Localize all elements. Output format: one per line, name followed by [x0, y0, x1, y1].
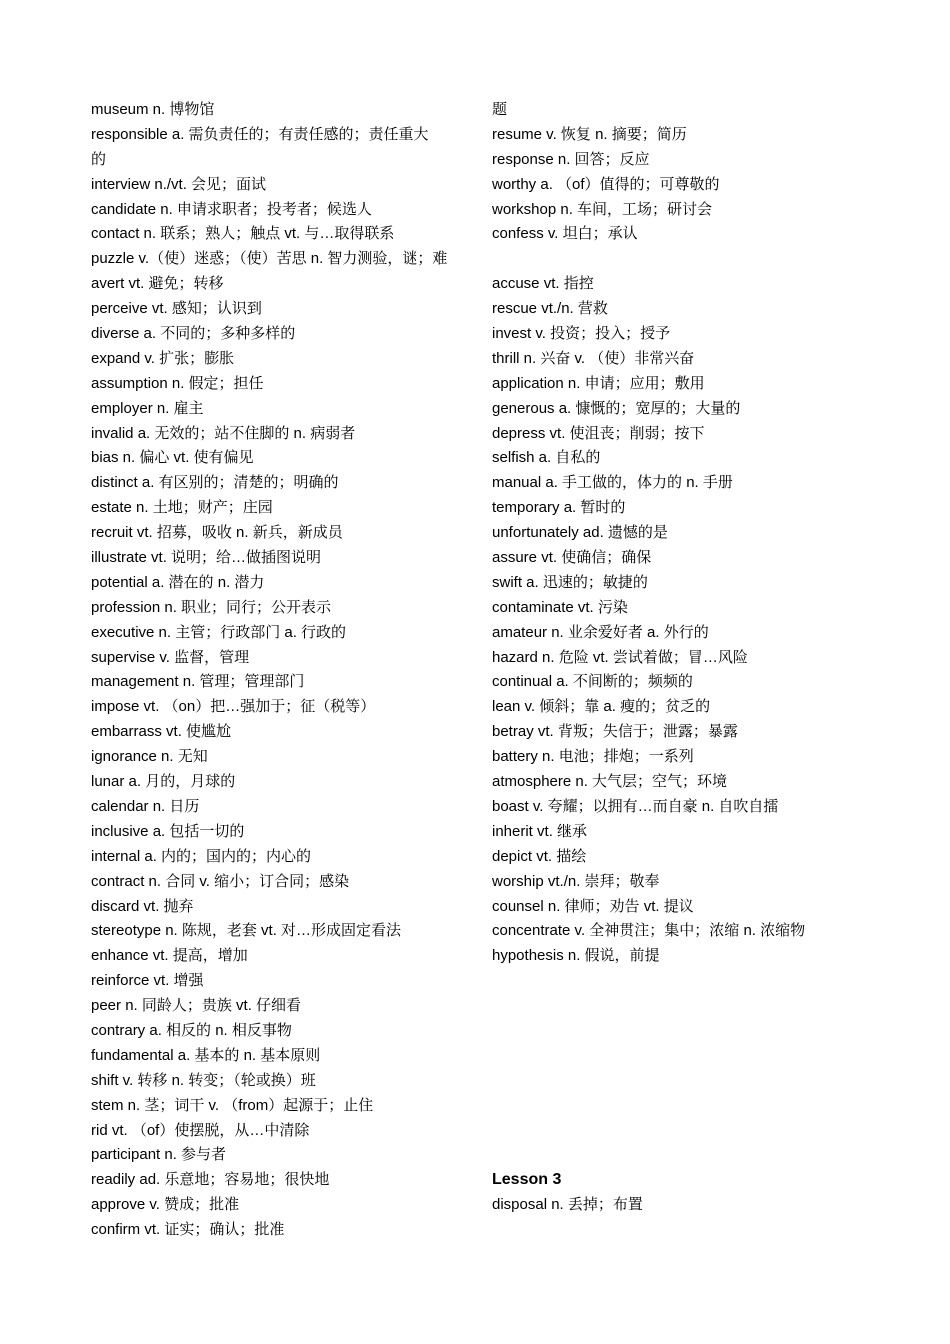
vocab-entry: swift a. 迅速的；敏捷的	[492, 573, 648, 591]
vocab-entry: executive n. 主管；行政部门 a. 行政的	[91, 623, 347, 641]
vocab-entry: worthy a. （of）值得的；可尊敬的	[492, 175, 720, 193]
vocab-entry: inherit vt. 继承	[492, 822, 588, 840]
blank-line	[492, 247, 872, 272]
vocab-entry: bias n. 偏心 vt. 使有偏见	[91, 449, 254, 467]
vocab-entry: distinct a. 有区别的；清楚的；明确的	[91, 474, 339, 492]
vocab-entry: workshop n. 车间，工场；研讨会	[492, 200, 713, 218]
vocab-entry: application n. 申请；应用；敷用	[492, 374, 705, 392]
section-gap	[492, 969, 872, 1168]
vocab-entry: betray vt. 背叛；失信于；泄露；暴露	[492, 723, 738, 741]
vocab-entry: museum n. 博物馆	[91, 101, 215, 118]
vocab-entry: selfish a. 自私的	[492, 449, 601, 467]
vocab-entry: contact n. 联系；熟人；触点 vt. 与…取得联系	[91, 225, 395, 243]
vocab-entry: accuse vt. 指控	[492, 275, 594, 293]
vocab-entry: discard vt. 抛弃	[91, 897, 194, 915]
vocab-entry: expand v. 扩张；膨胀	[91, 349, 235, 367]
vocab-entry: illustrate vt. 说明；给…做插图说明	[91, 549, 322, 567]
vocab-entry: rescue vt./n. 营救	[492, 300, 608, 318]
lesson-entries	[492, 1193, 872, 1218]
vocab-entry: continual a. 不间断的；频频的	[492, 673, 693, 691]
vocab-entry: enhance vt. 提高，增加	[91, 947, 248, 965]
vocab-entry: employer n. 雇主	[91, 399, 204, 417]
vocab-entry: impose vt. （on）把…强加于；征（税等）	[91, 698, 376, 716]
vocab-entry: inclusive a. 包括一切的	[91, 822, 245, 840]
vocab-entry: hypothesis n. 假说，前提	[492, 947, 660, 965]
vocab-entry: rid vt. （of）使摆脱，从…中清除	[91, 1121, 310, 1139]
vocab-entry: readily ad. 乐意地；容易地；很快地	[91, 1171, 330, 1189]
vocab-entry: assure vt. 使确信；确保	[492, 549, 652, 567]
vocab-entry: amateur n. 业余爱好者 a. 外行的	[492, 623, 709, 641]
vocab-entry: invest v. 投资；投入；授予	[492, 325, 671, 343]
vocab-entry: depict vt. 描绘	[492, 847, 587, 865]
right-main-entries	[492, 272, 872, 969]
vocab-entry: depress vt. 使沮丧；削弱；按下	[492, 424, 705, 442]
vocab-entry: confess v. 坦白；承认	[492, 225, 638, 243]
vocab-entry: internal a. 内的；国内的；内心的	[91, 847, 312, 865]
vocab-entry: interview n./vt. 会见；面试	[91, 175, 267, 193]
vocab-entry: contrary a. 相反的 n. 相反事物	[91, 1021, 292, 1039]
vocab-entry: recruit vt. 招募，吸收 n. 新兵，新成员	[91, 524, 343, 542]
vocab-entry: peer n. 同龄人；贵族 vt. 仔细看	[91, 997, 302, 1015]
vocab-entry: candidate n. 申请求职者；投考者；候选人	[91, 200, 372, 218]
vocab-entry: disposal n. 丢掉；布置	[492, 1196, 643, 1214]
vocab-entry: thrill n. 兴奋 v. （使）非常兴奋	[492, 349, 695, 367]
vocab-entry: participant n. 参与者	[91, 1146, 227, 1164]
vocab-entry: unfortunately ad. 遗憾的是	[492, 524, 668, 542]
vocab-entry: stereotype n. 陈规，老套 vt. 对…形成固定看法	[91, 922, 402, 940]
vocab-entry: lean v. 倾斜；靠 a. 瘦的；贫乏的	[492, 698, 711, 716]
vocab-entry: supervise v. 监督，管理	[91, 648, 250, 666]
vocab-entry: contaminate vt. 污染	[492, 598, 628, 616]
vocab-entry: estate n. 土地；财产；庄园	[91, 499, 273, 517]
vocab-entry: perceive vt. 感知；认识到	[91, 300, 262, 318]
vocab-entry: generous a. 慷慨的；宽厚的；大量的	[492, 399, 741, 417]
vocab-entry: stem n. 茎；词干 v. （from）起源于；止住	[91, 1096, 374, 1114]
vocab-entry: contract n. 合同 v. 缩小；订合同；感染	[91, 872, 350, 890]
vocab-entry: puzzle v.（使）迷惑；（使）苦思 n. 智力测验，谜；难	[91, 250, 448, 268]
vocab-entry: embarrass vt. 使尴尬	[91, 723, 232, 741]
vocab-entry: hazard n. 危险 vt. 尝试着做；冒…风险	[492, 648, 748, 666]
vocab-entry: reinforce vt. 增强	[91, 972, 204, 990]
vocab-entry: battery n. 电池；排炮；一系列	[492, 748, 694, 766]
vocab-entry: lunar a. 月的，月球的	[91, 773, 236, 791]
vocab-entry: ignorance n. 无知	[91, 748, 208, 766]
vocab-entry: resume v. 恢复 n. 摘要；简历	[492, 125, 687, 143]
vocab-entry: worship vt./n. 崇拜；敬奉	[492, 872, 660, 890]
vocab-entry: counsel n. 律师；劝告 vt. 提议	[492, 897, 694, 915]
vocab-entry: management n. 管理；管理部门	[91, 673, 305, 691]
vocab-entry: boast v. 夸耀；以拥有…而自豪 n. 自吹自擂	[492, 797, 779, 815]
vocab-entry: 的	[91, 150, 107, 168]
vocab-entry: confirm vt. 证实；确认；批准	[91, 1221, 285, 1239]
vocab-entry: temporary a. 暂时的	[492, 499, 626, 517]
vocab-entry: invalid a. 无效的；站不住脚的 n. 病弱者	[91, 424, 356, 442]
vocab-entry: potential a. 潜在的 n. 潜力	[91, 573, 265, 591]
vocab-entry: avert vt. 避免；转移	[91, 275, 224, 293]
vocab-entry: concentrate v. 全神贯注；集中；浓缩 n. 浓缩物	[492, 922, 806, 940]
vocab-entry: fundamental a. 基本的 n. 基本原则	[91, 1046, 321, 1064]
vocab-entry: responsible a. 需负责任的；有责任感的；责任重大	[91, 125, 429, 143]
right-top-entries	[492, 98, 872, 247]
vocab-entry: manual a. 手工做的，体力的 n. 手册	[492, 474, 733, 492]
vocab-entry: atmosphere n. 大气层；空气；环境	[492, 773, 728, 791]
right-vocabulary-column	[492, 98, 872, 1218]
vocab-entry: profession n. 职业；同行；公开表示	[91, 598, 332, 616]
vocab-entry: shift v. 转移 n. 转变；（轮或换）班	[91, 1071, 316, 1089]
vocab-entry: approve v. 赞成；批准	[91, 1196, 240, 1214]
vocab-entry: response n. 回答；反应	[492, 150, 650, 168]
vocab-entry: assumption n. 假定；担任	[91, 374, 264, 392]
left-vocabulary-column	[91, 98, 471, 1243]
lesson-heading: Lesson 3	[492, 1171, 562, 1189]
vocab-entry: diverse a. 不同的；多种多样的	[91, 325, 296, 343]
vocab-entry: calendar n. 日历	[91, 797, 200, 815]
vocab-entry: 题	[492, 101, 508, 118]
